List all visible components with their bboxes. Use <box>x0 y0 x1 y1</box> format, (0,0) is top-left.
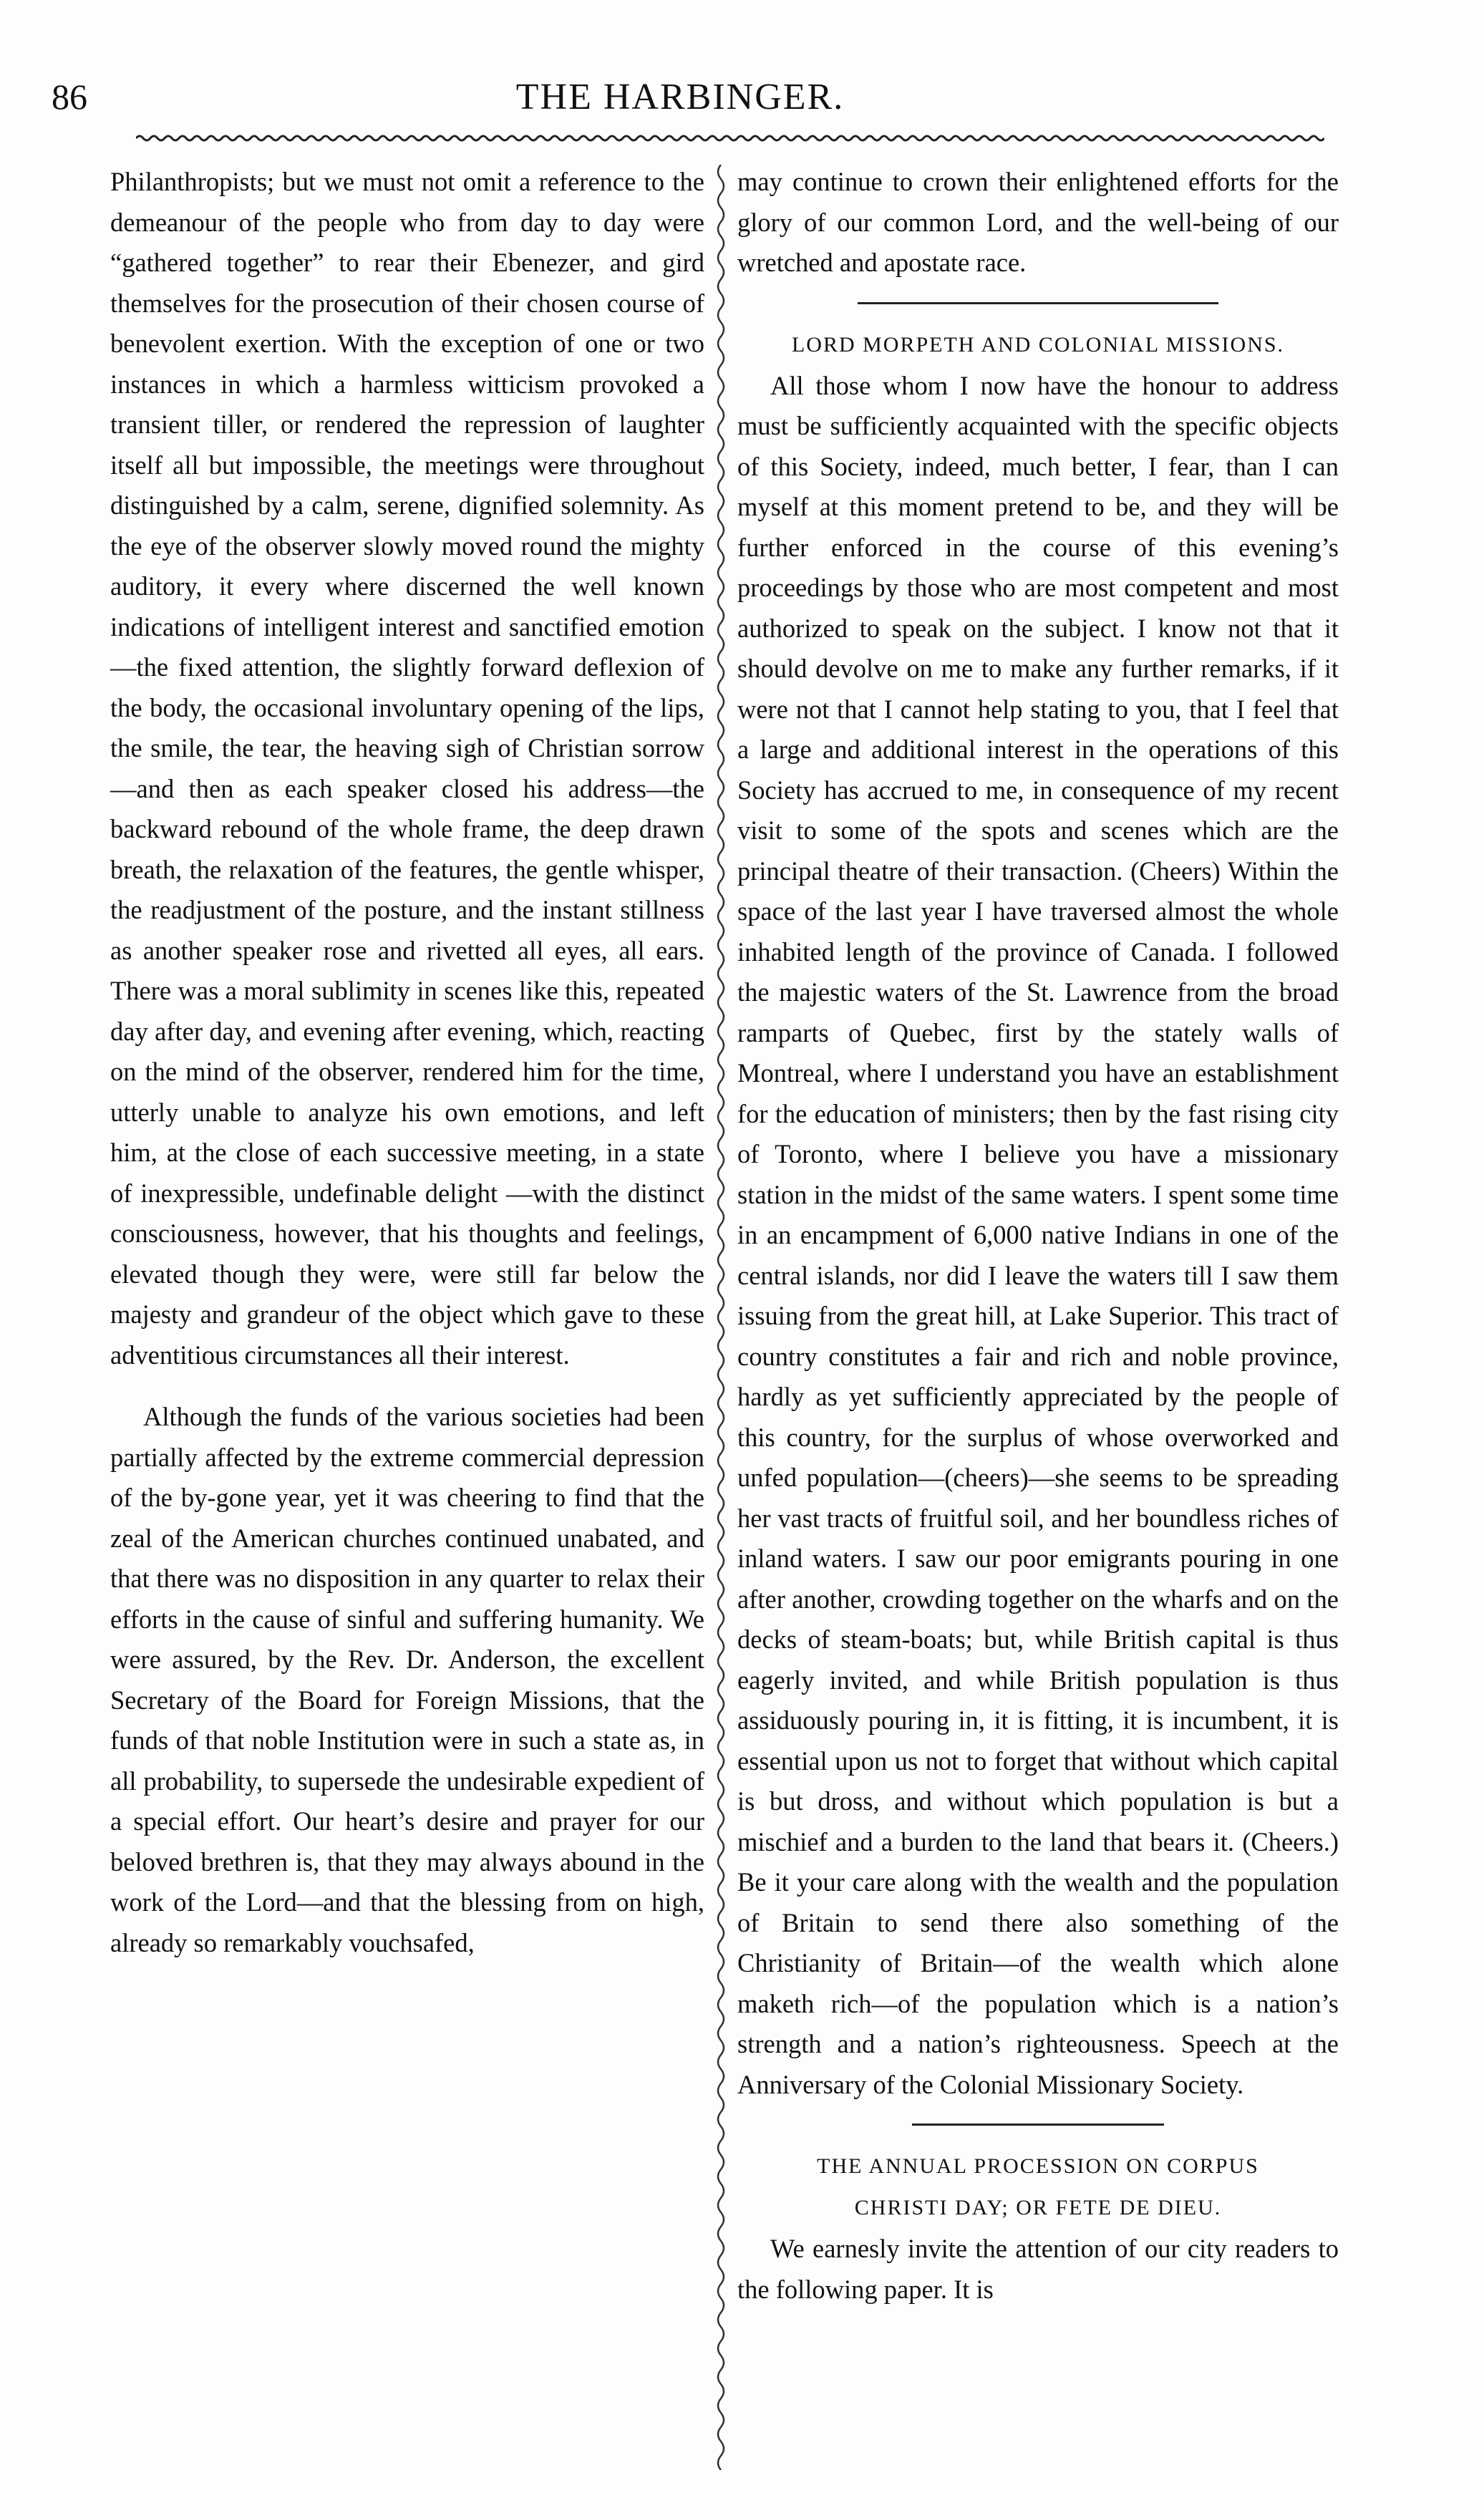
section-heading-procession-line-1: THE ANNUAL PROCESSION ON CORPUS <box>817 2154 1259 2178</box>
running-title: THE HARBINGER. <box>515 77 845 117</box>
right-column <box>737 162 1339 2310</box>
section-heading-lord-morpeth: LORD MORPETH AND COLONIAL MISSIONS. <box>791 332 1285 357</box>
section-body-procession: We earnesly invite the attention of our city readers to the following paper. It is <box>737 2234 1339 2304</box>
left-paragraph-1: Philanthropists; but we must not omit a reference to the demeanour of the people who from day to day were “gathered together” to rear their Ebenezer, and gird themselves for the prosecution of their chosen course of benevolent exertion. With the exception of one or two instances in which a harmless witticism provoked a transient tiller, or rendered the repression of laughter itself all but impossible, the meetings were throughout distinguished by a calm, serene, dignified solemnity. As the eye of the observer slowly moved round the mighty auditory, it every where discerned the well known indications of intelligent interest and sanctified emotion—the fixed attention, the slightly forward deflexion of the body, the occasional involuntary opening of the lips, the smile, the tear, the heaving sigh of Christian sorrow—and then as each speaker closed his address—the backward rebound of the whole frame, the deep drawn breath, the relaxation of the features, the gentle whisper, the readjustment of the posture, and the instant stillness as another speaker rose and rivetted all eyes, all ears. There was a moral sublimity in scenes like this, repeated day after day, and evening after evening, which, reacting on the mind of the observer, rendered him for the time, utterly unable to analyze his own emotions, and left him, at the close of each successive meeting, in a state of inexpressible, undefinable delight —with the distinct consciousness, however, that his thoughts and feelings, elevated though they were, were still far below the majesty and grandeur of the object which gave to these adventitious circumstances all their interest. <box>110 167 704 1370</box>
left-column <box>110 162 704 1963</box>
right-continuation-paragraph: may continue to crown their enlightened efforts for the glory of our common Lord, and the well-being of our wretched and apostate race. <box>737 167 1339 277</box>
left-paragraph-2: Although the funds of the various societies had been partially affected by the extreme commercial depression of the by-gone year, yet it was cheering to find that the zeal of the American churches continued unabated, and that there was no disposition in any quarter to relax their efforts in the cause of sinful and suffering humanity. We were assured, by the Rev. Dr. Anderson, the excellent Secretary of the Board for Foreign Missions, that the funds of that noble Institution were in such a state as, in all probability, to supersede the undesirable expedient of a special effort. Our heart’s desire and prayer for our beloved brethren is, that they may always abound in the work of the Lord—and that the blessing from on high, already so remarkably vouchsafed, <box>110 1402 704 1957</box>
section-separator-rule-2 <box>912 2124 1165 2126</box>
page-number: 86 <box>52 77 87 117</box>
column-divider-wavy <box>712 165 730 2470</box>
header-wavy-rule <box>136 133 1324 143</box>
section-separator-rule <box>858 302 1218 304</box>
section-heading-procession-line-2: CHRISTI DAY; OR FETE DE DIEU. <box>854 2196 1222 2219</box>
section-body-lord-morpeth: All those whom I now have the honour to address must be sufficiently acquainted with the specific objects of this Society, indeed, much better, I fear, than I can myself at this moment pretend to be, and they will be further enforced in the course of this evening’s proceedings by those who are most competent and most authorized to speak on the subject. I know not that it should devolve on me to make any further remarks, if it were not that I cannot help stating to you, that I feel that a large and additional interest in the operations of this Society has accrued to me, in consequence of my recent visit to some of the spots and scenes which are the principal theatre of their transaction. (Cheers) Within the space of the last year I have traversed almost the whole inhabited length of the province of Canada. I followed the majestic waters of the St. Lawrence from the broad ramparts of Quebec, first by the stately walls of Montreal, where I understand you have an establishment for the education of ministers; then by the fast rising city of Toronto, where I believe you have a missionary station in the midst of the same waters. I spent some time in an encampment of 6,000 native Indians in one of the central islands, nor did I leave the waters till I saw them issuing from the great hill, at Lake Superior. This tract of country constitutes a fair and rich and noble province, hardly as yet sufficiently appreciated by the people of this country, for the surplus of whose overworked and unfed population—(cheers)—she seems to be spreading her vast tracts of fruitful soil, and her boundless riches of inland waters. I saw our poor emigrants pouring in one after another, crowding together on the wharfs and on the decks of steam-boats; but, while British capital is thus eagerly invited, and while British population is thus assiduously pouring in, it is fitting, it is incumbent, it is essential upon us not to forget that without which capital is but dross, and without which population is but a mischief and a burden to the land that bears it. (Cheers.) Be it your care along with the wealth and the population of Britain to send there also something of the Christianity of Britain—of the wealth which alone maketh rich—of the population which is a nation’s strength and a nation’s righteousness. Speech at the Anniversary of the Colonial Missionary Society. <box>737 370 1339 2099</box>
page-header <box>0 66 1484 123</box>
